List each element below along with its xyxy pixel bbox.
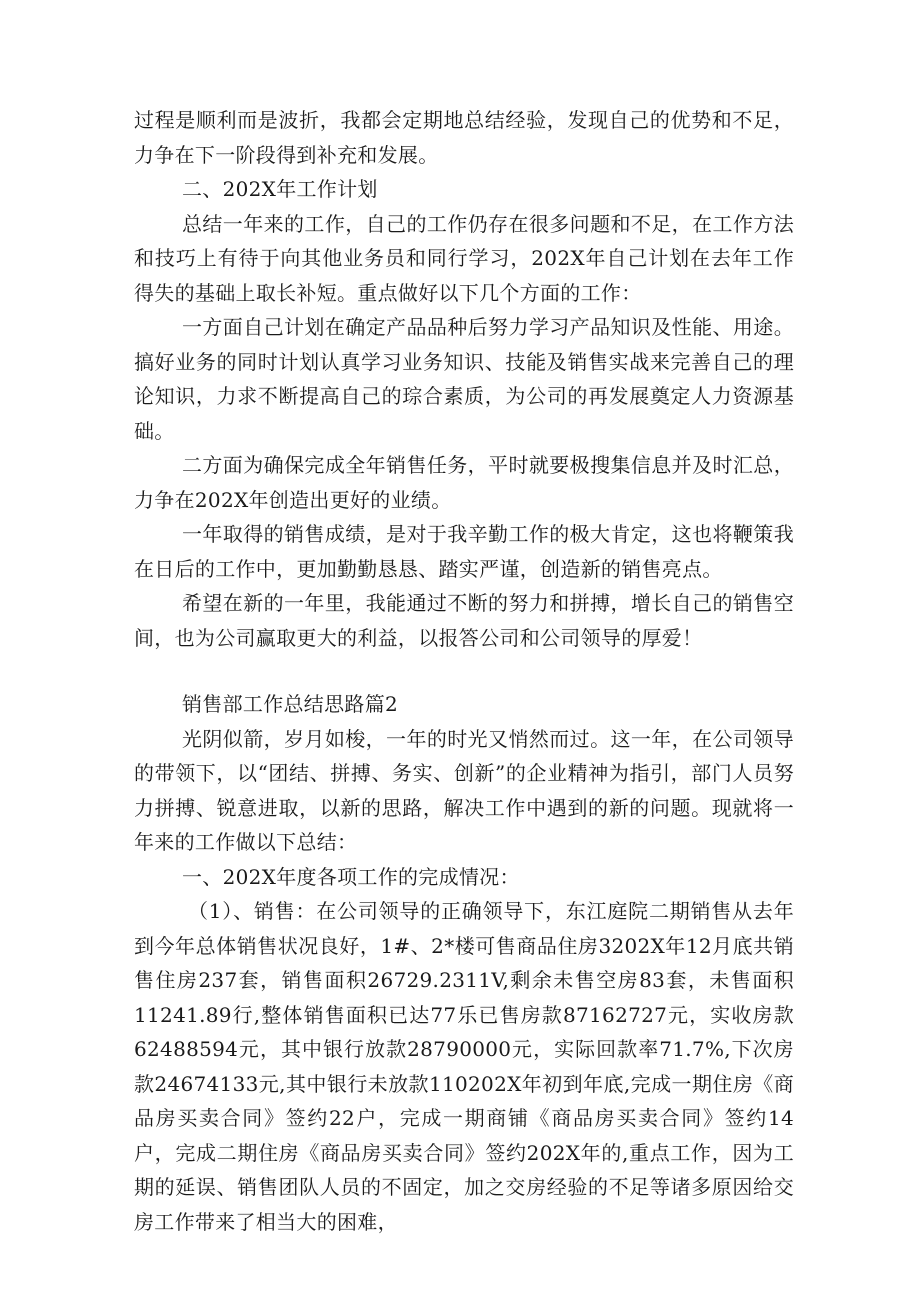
- paragraph-plan-intro: 总结一年来的工作，自己的工作仍存在很多问题和不足，在工作方法和技巧上有待于向其他业务员和同行学习，202X年自己计划在去年工作得失的基础上取长补短。重点做好以下几个方面的工作：: [134, 211, 794, 305]
- document-body: [134, 103, 794, 1239]
- heading-completion: 一、202X年度各项工作的完成情况：: [182, 864, 520, 889]
- section-title: 销售部工作总结思路篇2: [182, 692, 399, 716]
- paragraph-sales: （1）、销售：在公司领导的正确领导下，东江庭院二期销售从去年到今年总体销售状况良好，1#、2*楼可售商品住房3202X年12月底共销售住房237套，销售面积26729.2311V,剩余未售空房83套，未售面积11241.89行,整体销售面积已达77乐已售房款87162727元，实收房款62488594元，其中银行放款28790000元，实际回款率71.7%,下次房款24674133元,其中银行未放款110202X年初到年底,完成一期住房《商品房买卖合同》签约22户，完成一期商铺《商品房买卖合同》签约14户，完成二期住房《商品房买卖合同》签约202X年的,重点工作，因为工期的延误、销售团队人员的不固定，加之交房经验的不足等诸多原因给交房工作带来了相当大的困难，: [134, 899, 794, 1234]
- paragraph-plan-one: 一方面自己计划在确定产品品种后努力学习产品知识及性能、用途。搞好业务的同时计划认真学习业务知识、技能及销售实战来完善自己的理论知识，力求不断提高自己的琮合素质，为公司的再发展奠定人力资源基础。: [134, 315, 794, 443]
- paragraph-plan-two: 二方面为确保完成全年销售任务，平时就要极搜集信息并及时汇总，力争在202X年创造出更好的业绩。: [134, 453, 794, 512]
- heading-work-plan: 二、202X年工作计划: [182, 177, 378, 201]
- paragraph-hope: 希望在新的一年里，我能通过不断的努力和拼搏，增长自己的销售空间，也为公司赢取更大的利益，以报答公司和公司领导的厚爱！: [134, 591, 794, 650]
- paragraph-result: 一年取得的销售成绩，是对于我辛勤工作的极大肯定，这也将鞭策我在日后的工作中，更加勤勤恳恳、踏实严谨，创造新的销售亮点。: [134, 522, 794, 581]
- paragraph-continuation: 过程是顺利而是波折，我都会定期地总结经验，发现自己的优势和不足，力争在下一阶段得到补充和发展。: [134, 108, 794, 167]
- paragraph-intro: 光阴似箭，岁月如梭，一年的时光又悄然而过。这一年，在公司领导的带领下，以“团结、拼搏、务实、创新”的企业精神为指引，部门人员努力拼搏、锐意进取，以新的思路，解决工作中遇到的新的问题。现就将一年来的工作做以下总结：: [134, 726, 794, 854]
- section-spacer: [134, 655, 794, 687]
